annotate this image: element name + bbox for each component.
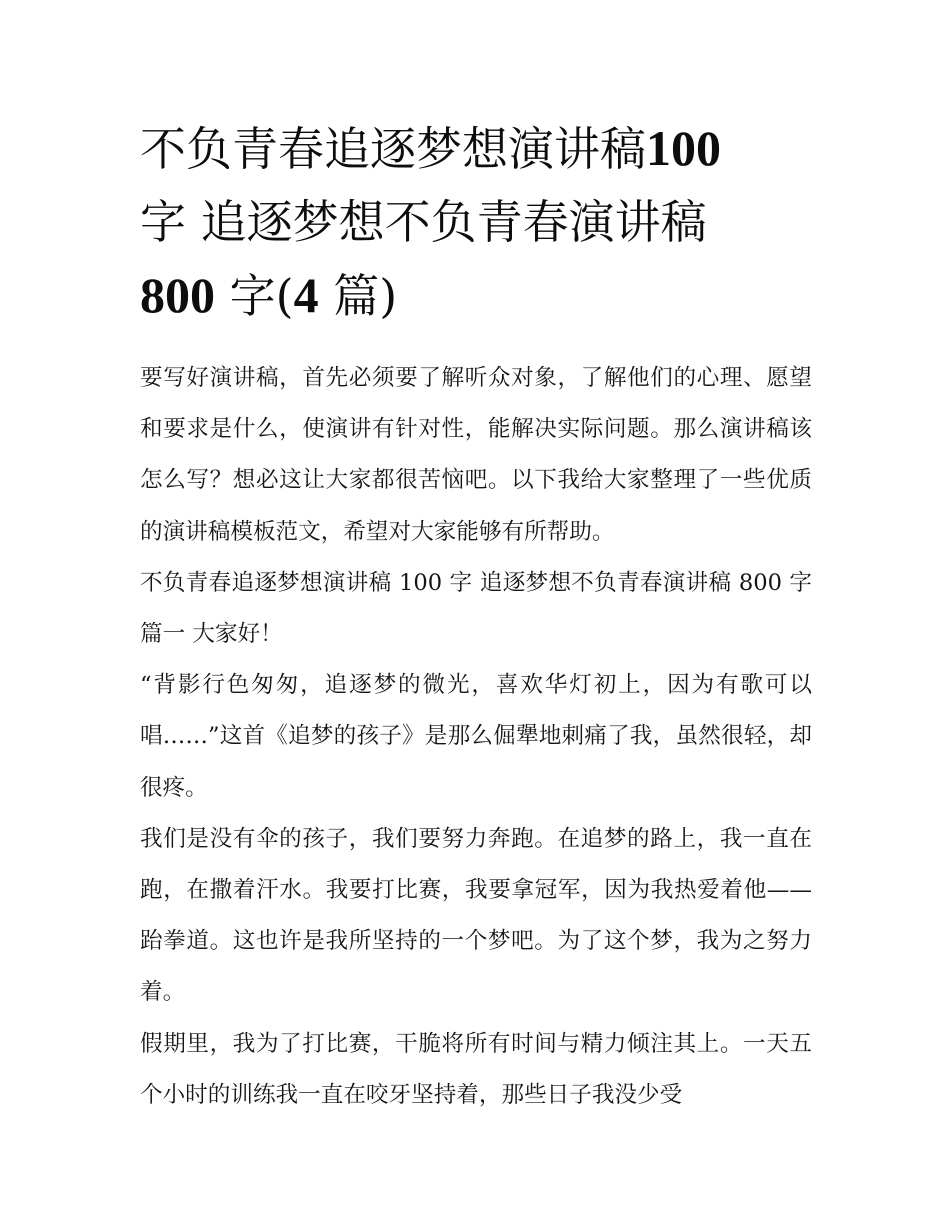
body-paragraph: 我们是没有伞的孩子，我们要努力奔跑。在追梦的路上，我一直在跑，在撒着汗水。我要打比赛，我要拿冠军，因为我热爱着他——跆拳道。这也许是我所坚持的一个梦吧。为了这个梦，我为之努力着。 (140, 825, 812, 1006)
title-part: 4 (293, 267, 319, 323)
title-part: 不负青春追逐梦想演讲稿 (140, 122, 646, 176)
title-part: 字( (215, 269, 294, 323)
body-paragraph: “背影行色匆匆，追逐梦的微光，喜欢华灯初上，因为有歌可以唱……”这首《追梦的孩子》是那么倔犟地刺痛了我，虽然很轻，却很疼。 (140, 672, 812, 801)
title-part: 字 追逐梦想不负青春演讲稿 (140, 195, 707, 249)
body-paragraph: 假期里，我为了打比赛，干脆将所有时间与精力倾注其上。一天五个小时的训练我一直在咬牙坚持着，那些日子我没少受 (140, 1030, 812, 1108)
title-part: 100 (646, 120, 721, 176)
body-paragraph: 要写好演讲稿，首先必须要了解听众对象，了解他们的心理、愿望和要求是什么，使演讲有针对性，能解决实际问题。那么演讲稿该怎么写？想必这让大家都很苦恼吧。以下我给大家整理了一些优质的演讲稿模板范文，希望对大家能够有所帮助。 (140, 365, 812, 545)
title-part: 篇) (318, 269, 398, 323)
body-paragraph: 不负青春追逐梦想演讲稿 100 字 追逐梦想不负青春演讲稿 800 字篇一 大家好！ (140, 569, 812, 648)
document-body (140, 353, 812, 1121)
title-part: 800 (140, 267, 215, 323)
document-title (140, 112, 810, 333)
